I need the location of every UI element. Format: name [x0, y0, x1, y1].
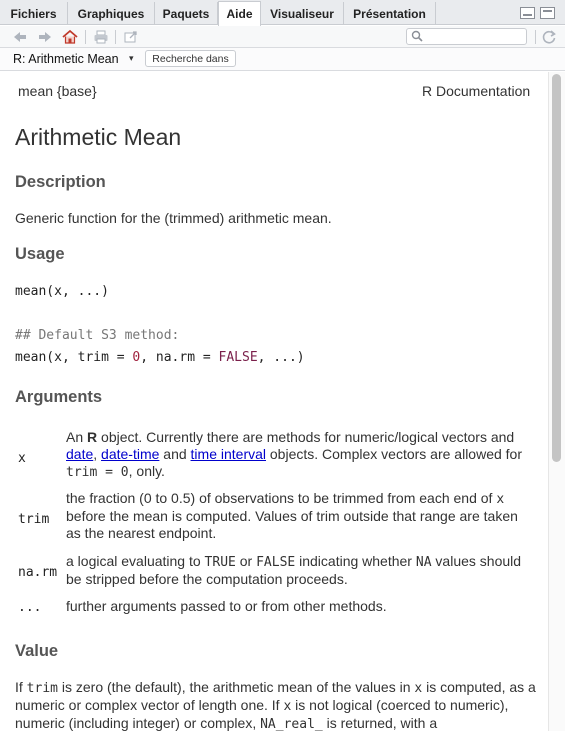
- inline-code: trim = 0: [66, 465, 129, 480]
- help-toolbar: [0, 26, 565, 48]
- usage-comment: ## Default S3 method:: [15, 328, 180, 343]
- tab-label: Fichiers: [10, 6, 57, 21]
- forward-arrow-icon[interactable]: [37, 29, 53, 45]
- text: indicating whether: [295, 553, 416, 569]
- argument-description: [66, 429, 536, 481]
- text: ,: [93, 446, 102, 462]
- search-icon: [411, 30, 423, 42]
- inline-code: trim: [26, 681, 58, 696]
- scrollbar-thumb[interactable]: [552, 74, 561, 462]
- link-date[interactable]: date: [66, 446, 94, 462]
- tab-visualiseur[interactable]: [261, 2, 344, 25]
- tab-presentation[interactable]: [344, 2, 436, 25]
- text: before the mean is computed. Values of trim outside that range are taken as the nearest endpoint.: [66, 508, 518, 541]
- inline-code: x: [496, 492, 505, 507]
- usage-line: mean(x, ...): [15, 284, 109, 299]
- argument-description: [66, 490, 536, 542]
- maximize-pane-button[interactable]: [540, 7, 555, 19]
- window-controls: [520, 7, 555, 19]
- refresh-icon[interactable]: [541, 29, 557, 45]
- argument-description: [66, 553, 536, 588]
- tab-paquets[interactable]: [155, 2, 218, 25]
- package-tag: mean {base}: [18, 83, 97, 99]
- code-text: , ...): [257, 350, 305, 365]
- toolbar-separator: [535, 30, 536, 44]
- code-text: , na.rm =: [140, 350, 219, 365]
- usage-heading: Usage: [15, 245, 65, 263]
- text: An: [66, 429, 88, 445]
- inline-code: NA: [415, 555, 432, 570]
- minimize-pane-button[interactable]: [520, 7, 535, 19]
- text: is computed, as a numeric or complex vector of length one. If: [15, 679, 536, 713]
- inline-code: NA_real_: [260, 717, 323, 731]
- pane-tab-bar: [0, 0, 565, 25]
- usage-line: [15, 350, 305, 365]
- tab-graphiques[interactable]: [68, 2, 155, 25]
- text: or: [235, 553, 257, 569]
- help-document: [0, 72, 548, 731]
- chevron-down-icon[interactable]: ▾: [129, 53, 134, 63]
- r-bold: R: [87, 429, 98, 445]
- tab-label: Paquets: [162, 6, 210, 21]
- toolbar-separator: [115, 30, 116, 44]
- value-heading: Value: [15, 642, 59, 660]
- text: is not logical (coerced to numeric), numeric (including integer) or complex,: [15, 697, 509, 731]
- code-text: mean(x, trim =: [15, 350, 133, 365]
- help-search-box[interactable]: [406, 28, 527, 45]
- back-arrow-icon[interactable]: [12, 29, 28, 45]
- print-icon[interactable]: [93, 29, 109, 45]
- text: and: [159, 446, 191, 462]
- help-search-input[interactable]: [425, 29, 523, 44]
- text: object. Currently there are methods for numeric/logical vectors and: [97, 429, 515, 445]
- text: objects. Complex vectors are allowed for: [266, 446, 522, 462]
- tab-label: Aide: [226, 7, 253, 21]
- doc-kind-label: R Documentation: [422, 83, 531, 99]
- tab-label: Graphiques: [77, 6, 145, 21]
- text: a logical evaluating to: [66, 553, 205, 569]
- text: , only.: [128, 463, 165, 479]
- argument-name: na.rm: [18, 565, 58, 580]
- argument-description: further arguments passed to or from other methods.: [66, 598, 387, 614]
- home-icon[interactable]: [62, 29, 78, 45]
- description-heading: Description: [15, 173, 106, 191]
- text: If: [15, 679, 27, 695]
- argument-name: trim: [18, 512, 50, 527]
- tab-aide[interactable]: [218, 1, 261, 26]
- link-date-time[interactable]: date-time: [101, 446, 160, 462]
- vertical-scrollbar[interactable]: [548, 72, 565, 731]
- numeric-literal: 0: [132, 350, 141, 365]
- text: is zero (the default), the arithmetic mean of the values in: [57, 679, 415, 695]
- find-in-topic-field[interactable]: Recherche dans: [145, 50, 236, 67]
- inline-code: x: [283, 699, 292, 714]
- open-external-icon[interactable]: [123, 29, 139, 45]
- description-text: Generic function for the (trimmed) arithmetic mean.: [15, 210, 332, 226]
- text: the fraction (0 to 0.5) of observations to be trimmed from each end of: [66, 490, 497, 506]
- link-time-interval[interactable]: time interval: [190, 446, 266, 462]
- tab-label: Visualiseur: [270, 6, 334, 21]
- arguments-heading: Arguments: [15, 388, 103, 406]
- value-text: [15, 679, 537, 731]
- logical-constant: FALSE: [218, 350, 258, 365]
- inline-code: TRUE: [204, 555, 236, 570]
- page-title: Arithmetic Mean: [15, 124, 182, 150]
- inline-code: x: [414, 681, 423, 696]
- inline-code: FALSE: [256, 555, 296, 570]
- tab-label: Présentation: [353, 6, 426, 21]
- tab-fichiers[interactable]: [0, 2, 68, 25]
- argument-name: x: [18, 451, 26, 466]
- argument-name: ...: [18, 600, 42, 615]
- topic-bar: [0, 48, 565, 71]
- text: values should be stripped before the computation proceeds.: [66, 553, 522, 587]
- topic-dropdown[interactable]: R: Arithmetic Mean: [13, 52, 119, 66]
- toolbar-separator: [85, 30, 86, 44]
- text: is returned, with a: [322, 715, 438, 731]
